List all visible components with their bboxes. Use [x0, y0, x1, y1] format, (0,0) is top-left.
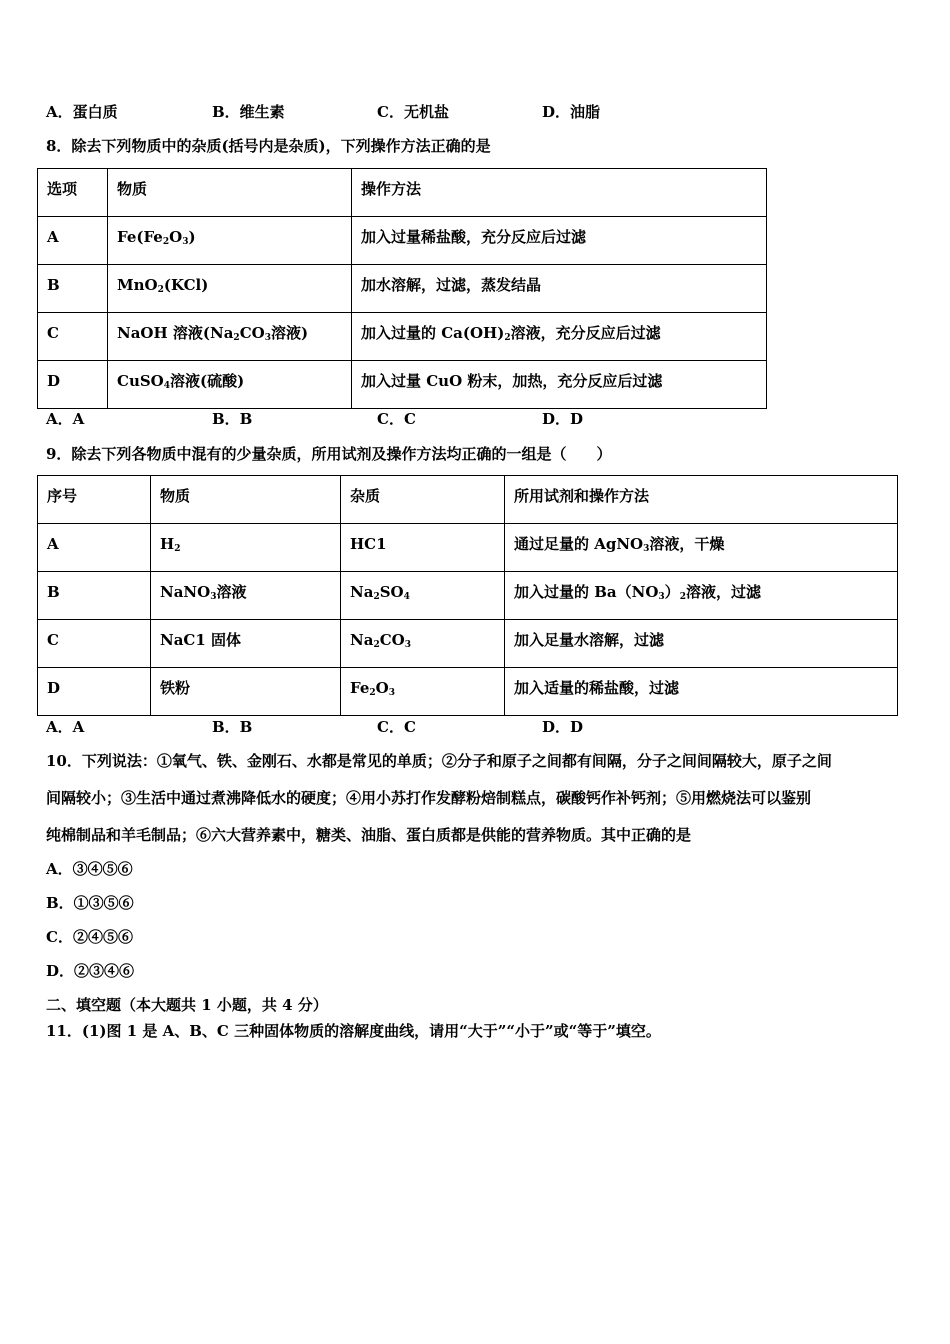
- table-header-cell: 物质: [108, 169, 352, 217]
- table-cell: NaNO$_3$溶液: [151, 572, 341, 620]
- table-cell: D: [38, 361, 108, 409]
- table-cell: 加入过量的 $Ba(NO_3)_2$溶液，过滤: [505, 572, 898, 620]
- table-cell: 通过足量的 AgNO$_3$溶液，干燥: [505, 524, 898, 572]
- table-cell: A: [38, 217, 108, 265]
- table-row: [38, 524, 898, 572]
- table-cell: $Fe(Fe_2O_3)$: [108, 217, 352, 265]
- table-header-cell: 所用试剂和操作方法: [505, 476, 898, 524]
- table-header-cell: 选项: [38, 169, 108, 217]
- table-cell: CuSO$_4$溶液(硫酸): [108, 361, 352, 409]
- table-row: [38, 217, 767, 265]
- q10-option-a: A．③④⑤⑥: [46, 860, 133, 878]
- q8-stem: 8．除去下列物质中的杂质(括号内是杂质)，下列操作方法正确的是: [46, 137, 491, 155]
- table-cell: C: [38, 620, 151, 668]
- q9-option-b: B．B: [212, 718, 253, 736]
- table-cell: $Na_2SO_4$: [341, 572, 505, 620]
- q9-option-a: A．A: [46, 718, 85, 736]
- q10-stem-line-1: 10．下列说法：①氧气、铁、金刚石、水都是常见的单质；②分子和原子之间都有间隔，分子之间间隔较大，原子之间: [46, 752, 832, 770]
- q10-stem-line-3: 纯棉制品和羊毛制品；⑥六大营养素中，糖类、油脂、蛋白质都是供能的营养物质。其中正确的是: [46, 826, 692, 844]
- table-cell: B: [38, 572, 151, 620]
- table-header-cell: 序号: [38, 476, 151, 524]
- q10-option-b: B．①③⑤⑥: [46, 894, 134, 912]
- table-cell: B: [38, 265, 108, 313]
- table-cell: MnO$_2$(KCl): [108, 265, 352, 313]
- q9-stem: 9．除去下列各物质中混有的少量杂质，所用试剂及操作方法均正确的一组是（ ）: [46, 445, 612, 463]
- table-cell: A: [38, 524, 151, 572]
- table-cell: NaOH 溶液($Na_2CO_3$溶液): [108, 313, 352, 361]
- q8-option-d: D．D: [542, 410, 584, 428]
- table-row: [38, 476, 898, 524]
- table-cell: $Na_2CO_3$: [341, 620, 505, 668]
- table-header-cell: 杂质: [341, 476, 505, 524]
- table-row: [38, 668, 898, 716]
- table-header-cell: 操作方法: [352, 169, 767, 217]
- q8-table: [37, 168, 767, 409]
- table-cell: D: [38, 668, 151, 716]
- table-cell: C: [38, 313, 108, 361]
- table-cell: 加入过量的 $Ca(OH)_2$溶液，充分反应后过滤: [352, 313, 767, 361]
- q8-option-a: A．A: [46, 410, 85, 428]
- table-row: [38, 361, 767, 409]
- table-cell: $H_2$: [151, 524, 341, 572]
- q11-stem: 11．(1)图 1 是 A、B、C 三种固体物质的溶解度曲线，请用“大于”“小于”或“等于”填空。: [46, 1022, 661, 1040]
- q10-option-d: D．②③④⑥: [46, 962, 135, 980]
- table-cell: $Fe_2O_3$: [341, 668, 505, 716]
- section-heading: 二、填空题（本大题共 1 小题，共 4 分）: [46, 996, 328, 1014]
- q8-option-b: B．B: [212, 410, 253, 428]
- table-cell: HC1: [341, 524, 505, 572]
- q9-table: [37, 475, 898, 716]
- table-cell: 加入过量 CuO 粉末，加热，充分反应后过滤: [352, 361, 767, 409]
- table-row: [38, 572, 898, 620]
- q10-stem-line-2: 间隔较小；③生活中通过煮沸降低水的硬度；④用小苏打作发酵粉焙制糕点，碳酸钙作补钙剂；⑤用燃烧法可以鉴别: [46, 789, 812, 807]
- table-cell: 加入过量稀盐酸，充分反应后过滤: [352, 217, 767, 265]
- q9-option-c: C．C: [377, 718, 416, 736]
- table-row: [38, 169, 767, 217]
- table-cell: NaC1 固体: [151, 620, 341, 668]
- table-row: [38, 313, 767, 361]
- q7-option-b: B．维生素: [212, 103, 285, 121]
- q10-option-c: C．②④⑤⑥: [46, 928, 133, 946]
- table-cell: 加入适量的稀盐酸，过滤: [505, 668, 898, 716]
- q7-option-d: D．油脂: [542, 103, 601, 121]
- table-row: [38, 620, 898, 668]
- q7-option-c: C．无机盐: [377, 103, 449, 121]
- table-row: [38, 265, 767, 313]
- q7-option-a: A．蛋白质: [46, 103, 118, 121]
- q9-option-d: D．D: [542, 718, 584, 736]
- table-cell: 加入足量水溶解，过滤: [505, 620, 898, 668]
- q8-option-c: C．C: [377, 410, 416, 428]
- table-cell: 加水溶解，过滤，蒸发结晶: [352, 265, 767, 313]
- table-header-cell: 物质: [151, 476, 341, 524]
- table-cell: 铁粉: [151, 668, 341, 716]
